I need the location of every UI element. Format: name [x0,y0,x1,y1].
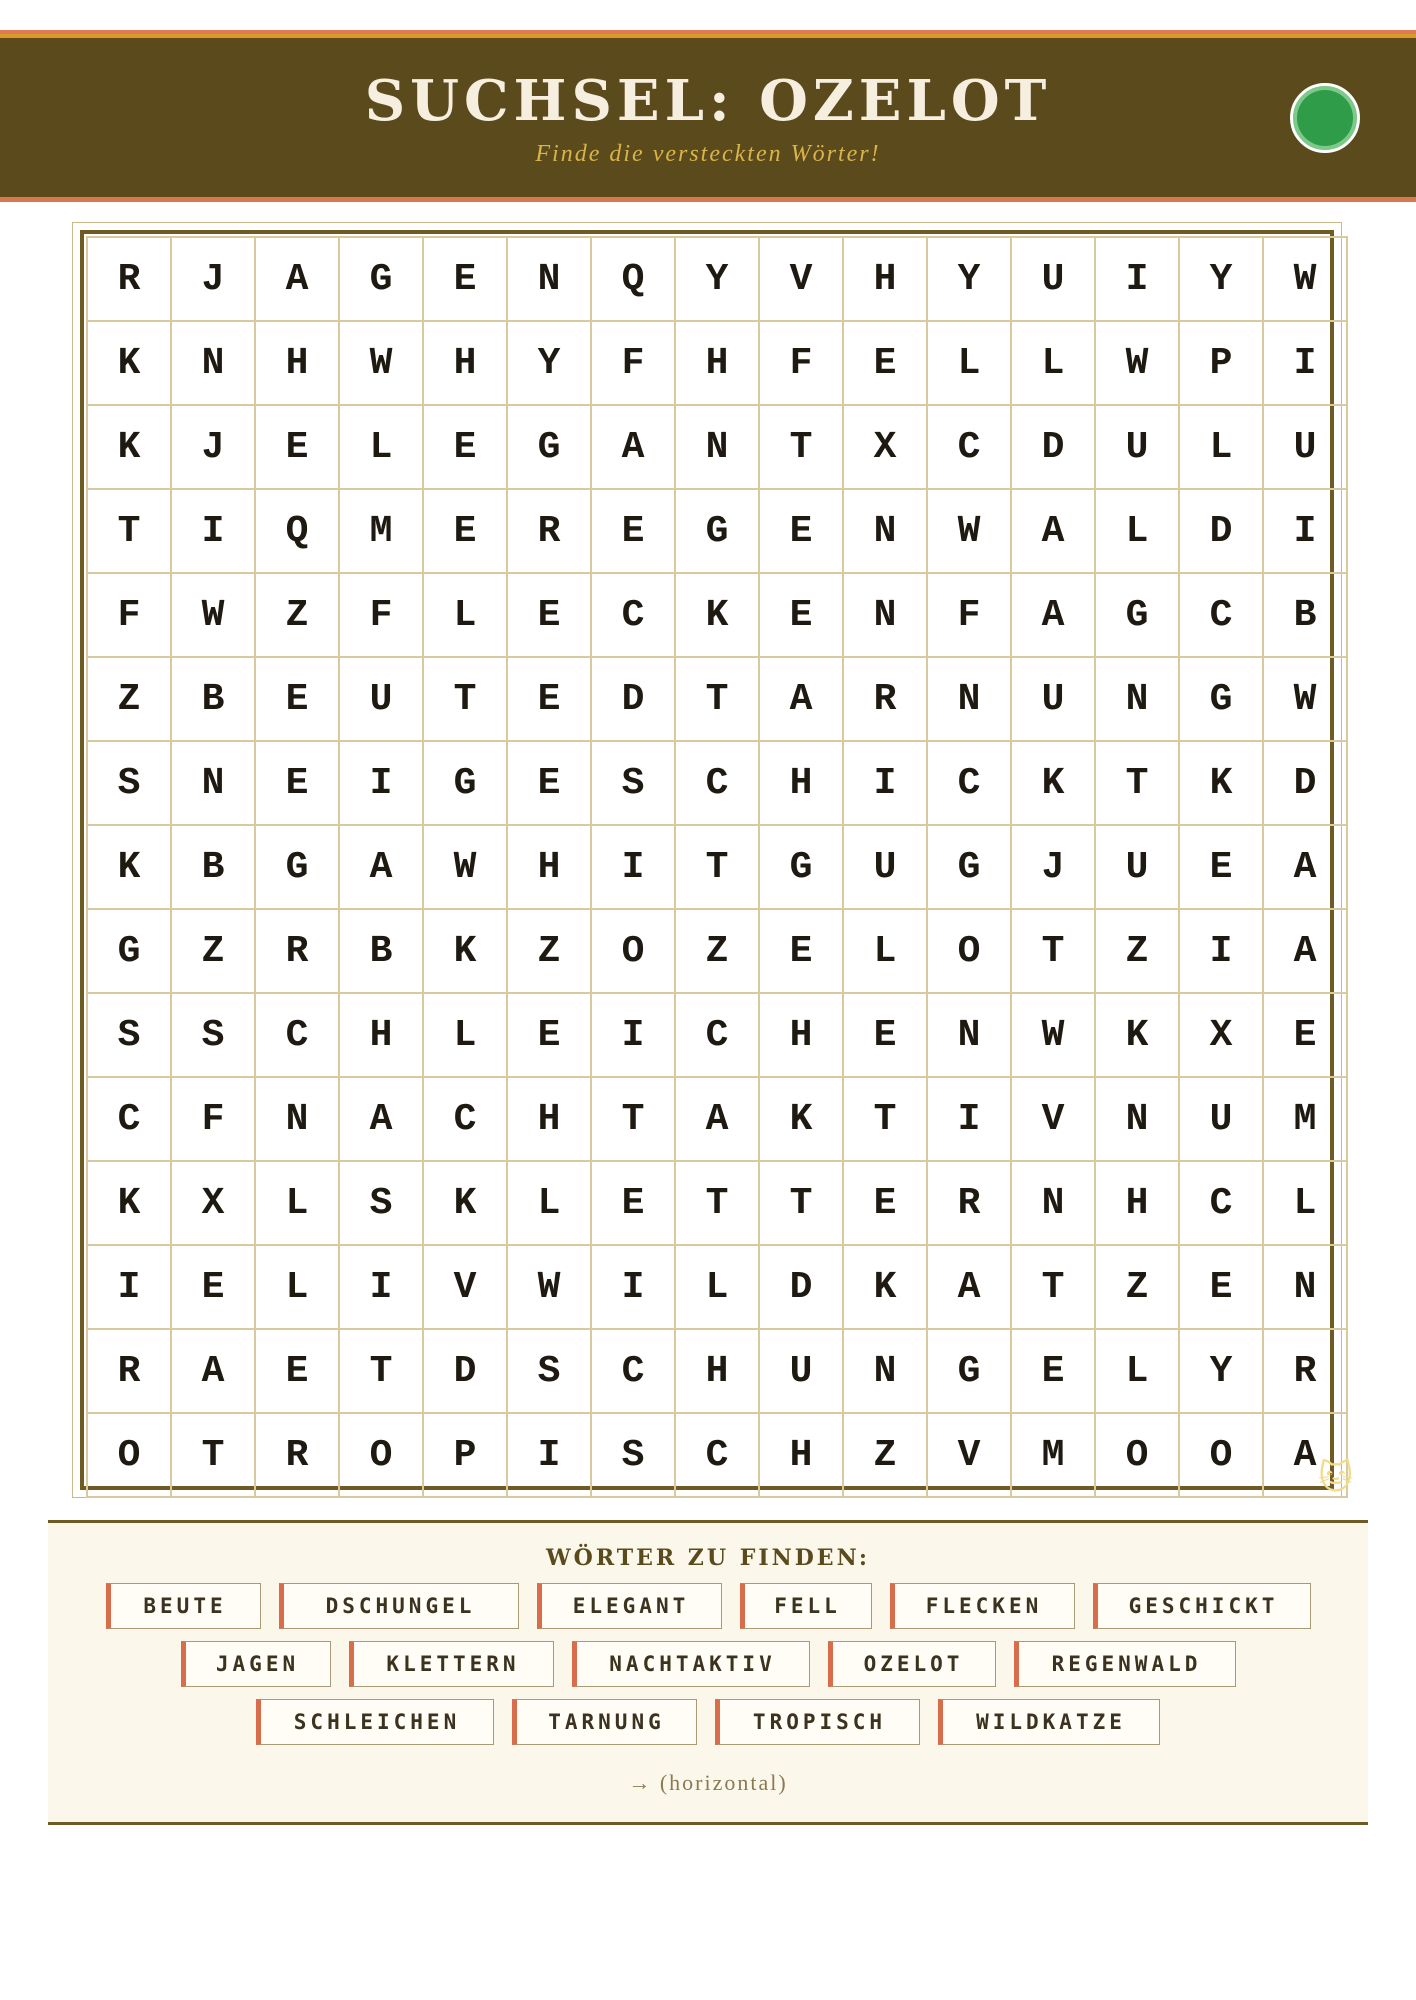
grid-cell[interactable]: Q [592,238,676,322]
grid-cell[interactable]: K [676,574,760,658]
grid-cell[interactable]: E [508,574,592,658]
grid-cell[interactable]: Y [1180,1330,1264,1414]
grid-cell[interactable]: F [760,322,844,406]
grid-cell[interactable]: L [1096,1330,1180,1414]
direction-note: → (horizontal) [628,1770,788,1795]
grid-cell[interactable]: U [760,1330,844,1414]
grid-cell[interactable]: E [760,574,844,658]
grid-cell[interactable]: V [1012,1078,1096,1162]
grid-cell[interactable]: T [592,1078,676,1162]
grid-cell[interactable]: B [172,826,256,910]
grid-cell[interactable]: E [508,742,592,826]
grid-cell[interactable]: N [1096,658,1180,742]
word-tag: ELEGANT [537,1583,722,1629]
grid-cell[interactable]: E [508,994,592,1078]
grid-cell[interactable]: C [88,1078,172,1162]
grid-cell[interactable]: Z [1096,910,1180,994]
grid-cell[interactable]: G [1096,574,1180,658]
grid-cell[interactable]: E [1264,994,1348,1078]
grid-cell[interactable]: U [1096,826,1180,910]
grid-cell[interactable]: A [760,658,844,742]
page-subtitle: Finde die versteckten Wörter! [535,141,881,167]
grid-cell[interactable]: H [676,1330,760,1414]
grid-cell[interactable]: N [844,1330,928,1414]
grid-cell[interactable]: G [424,742,508,826]
grid-cell[interactable]: I [88,1246,172,1330]
grid-cell[interactable]: D [424,1330,508,1414]
grid-cell[interactable]: G [928,826,1012,910]
puzzle-grid-container [72,222,1342,1498]
green-circle-icon [1290,83,1360,153]
grid-cell[interactable]: P [1180,322,1264,406]
grid-cell[interactable]: A [256,238,340,322]
grid-cell[interactable]: W [928,490,1012,574]
grid-cell[interactable]: U [1012,238,1096,322]
grid-cell[interactable]: N [928,658,1012,742]
grid-cell[interactable]: R [844,658,928,742]
grid-cell[interactable]: K [88,826,172,910]
grid-cell[interactable]: M [340,490,424,574]
grid-cell[interactable]: D [1012,406,1096,490]
grid-cell[interactable]: E [760,490,844,574]
grid-cell[interactable]: A [340,1078,424,1162]
grid-cell[interactable]: U [340,658,424,742]
puzzle-grid-frame [80,230,1334,1490]
grid-cell[interactable]: E [424,406,508,490]
grid-cell[interactable]: L [256,1162,340,1246]
grid-cell[interactable]: O [592,910,676,994]
grid-cell[interactable]: W [340,322,424,406]
grid-cell[interactable]: L [676,1246,760,1330]
grid-cell[interactable]: A [928,1246,1012,1330]
grid-cell[interactable]: C [424,1078,508,1162]
grid-cell[interactable]: C [928,406,1012,490]
letter-grid [86,236,1348,1498]
grid-cell[interactable]: O [88,1414,172,1498]
grid-cell[interactable]: I [340,1246,424,1330]
grid-cell[interactable]: O [340,1414,424,1498]
grid-cell[interactable]: K [424,1162,508,1246]
grid-cell[interactable]: G [88,910,172,994]
grid-cell[interactable]: S [508,1330,592,1414]
grid-cell[interactable]: I [592,994,676,1078]
grid-cell[interactable]: B [172,658,256,742]
grid-cell[interactable]: H [508,826,592,910]
word-tag: WILDKATZE [938,1699,1160,1745]
grid-cell[interactable]: Y [928,238,1012,322]
grid-cell[interactable]: I [340,742,424,826]
grid-cell[interactable]: T [676,1162,760,1246]
grid-cell[interactable]: S [592,1414,676,1498]
grid-cell[interactable]: T [424,658,508,742]
grid-cell[interactable]: T [676,826,760,910]
grid-cell[interactable]: T [676,658,760,742]
grid-cell[interactable]: U [1096,406,1180,490]
grid-cell[interactable]: K [760,1078,844,1162]
grid-cell[interactable]: O [1096,1414,1180,1498]
grid-cell[interactable]: T [760,1162,844,1246]
grid-cell[interactable]: E [1012,1330,1096,1414]
grid-cell[interactable]: J [172,406,256,490]
grid-cell[interactable]: P [424,1414,508,1498]
grid-cell[interactable]: I [508,1414,592,1498]
word-row [48,1583,1368,1629]
word-tag: NACHTAKTIV [572,1641,810,1687]
grid-cell[interactable]: H [1096,1162,1180,1246]
grid-cell[interactable]: Z [256,574,340,658]
grid-cell[interactable]: H [676,322,760,406]
page-title: SUCHSEL: OZELOT [364,68,1052,134]
grid-cell[interactable]: N [1096,1078,1180,1162]
grid-cell[interactable]: T [1012,910,1096,994]
grid-cell[interactable]: R [928,1162,1012,1246]
grid-cell[interactable]: A [1012,490,1096,574]
grid-cell[interactable]: L [1096,490,1180,574]
grid-cell[interactable]: O [1180,1414,1264,1498]
grid-cell[interactable]: L [1180,406,1264,490]
word-tag: BEUTE [106,1583,261,1629]
grid-cell[interactable]: F [88,574,172,658]
grid-cell[interactable]: K [424,910,508,994]
grid-cell[interactable]: A [340,826,424,910]
grid-cell[interactable]: U [1180,1078,1264,1162]
word-tag: DSCHUNGEL [279,1583,519,1629]
grid-cell[interactable]: C [676,742,760,826]
grid-cell[interactable]: L [424,574,508,658]
word-list-rows [48,1583,1368,1757]
grid-cell[interactable]: L [844,910,928,994]
grid-cell[interactable]: K [1096,994,1180,1078]
grid-cell[interactable]: N [172,742,256,826]
word-tag: TROPISCH [715,1699,920,1745]
grid-cell[interactable]: S [172,994,256,1078]
grid-cell[interactable]: N [1264,1246,1348,1330]
grid-cell[interactable]: W [1264,238,1348,322]
grid-cell[interactable]: G [340,238,424,322]
grid-cell[interactable]: W [424,826,508,910]
puzzle-header [0,34,1416,202]
grid-cell[interactable]: G [676,490,760,574]
word-tag: SCHLEICHEN [256,1699,494,1745]
grid-cell[interactable]: E [424,490,508,574]
grid-cell[interactable]: D [760,1246,844,1330]
grid-cell[interactable]: L [256,1246,340,1330]
grid-cell[interactable]: E [592,490,676,574]
grid-cell[interactable]: I [172,490,256,574]
grid-cell[interactable]: T [844,1078,928,1162]
grid-cell[interactable]: A [676,1078,760,1162]
grid-cell[interactable]: E [256,658,340,742]
grid-cell[interactable]: I [928,1078,1012,1162]
grid-cell[interactable]: G [1180,658,1264,742]
grid-cell[interactable]: V [928,1414,1012,1498]
grid-cell[interactable]: D [592,658,676,742]
grid-cell[interactable]: N [508,238,592,322]
word-tag: JAGEN [181,1641,331,1687]
grid-cell[interactable]: C [592,1330,676,1414]
grid-cell[interactable]: R [88,238,172,322]
grid-cell[interactable]: J [172,238,256,322]
grid-cell[interactable]: E [1180,1246,1264,1330]
word-list-title: WÖRTER ZU FINDEN: [545,1545,871,1571]
grid-cell[interactable]: H [760,1414,844,1498]
grid-cell[interactable]: H [424,322,508,406]
grid-cell[interactable]: R [88,1330,172,1414]
grid-cell[interactable]: W [508,1246,592,1330]
grid-cell[interactable]: G [760,826,844,910]
grid-cell[interactable]: Y [508,322,592,406]
grid-cell[interactable]: G [508,406,592,490]
grid-cell[interactable]: A [1012,574,1096,658]
grid-cell[interactable]: I [844,742,928,826]
grid-cell[interactable]: N [172,322,256,406]
word-tag: OZELOT [828,1641,996,1687]
grid-cell[interactable]: Z [676,910,760,994]
grid-cell[interactable]: K [88,406,172,490]
grid-cell[interactable]: E [256,406,340,490]
grid-cell[interactable]: L [340,406,424,490]
grid-cell[interactable]: R [256,1414,340,1498]
grid-cell[interactable]: N [928,994,1012,1078]
grid-cell[interactable]: F [592,322,676,406]
grid-cell[interactable]: X [1180,994,1264,1078]
grid-cell[interactable]: X [172,1162,256,1246]
grid-cell[interactable]: T [340,1330,424,1414]
grid-cell[interactable]: E [508,658,592,742]
cat-icon: 🐱 [1318,1458,1354,1498]
grid-cell[interactable]: R [1264,1330,1348,1414]
grid-cell[interactable]: E [760,910,844,994]
grid-cell[interactable]: L [928,322,1012,406]
grid-cell[interactable]: H [256,322,340,406]
grid-cell[interactable]: N [1012,1162,1096,1246]
grid-cell[interactable]: E [844,322,928,406]
grid-cell[interactable]: A [172,1330,256,1414]
grid-cell[interactable]: B [1264,574,1348,658]
grid-cell[interactable]: D [1264,742,1348,826]
word-row [48,1699,1368,1745]
grid-cell[interactable]: Q [256,490,340,574]
word-tag: FELL [740,1583,872,1629]
grid-cell[interactable]: E [172,1246,256,1330]
grid-cell[interactable]: A [1264,826,1348,910]
grid-cell[interactable]: E [256,1330,340,1414]
grid-cell[interactable]: W [1012,994,1096,1078]
grid-cell[interactable]: W [172,574,256,658]
word-list-panel [48,1520,1368,1825]
grid-cell[interactable]: B [340,910,424,994]
grid-cell[interactable]: S [88,994,172,1078]
grid-cell[interactable]: A [592,406,676,490]
grid-cell[interactable]: I [592,826,676,910]
grid-cell[interactable]: Z [508,910,592,994]
grid-cell[interactable]: F [172,1078,256,1162]
grid-cell[interactable]: S [88,742,172,826]
grid-cell[interactable]: E [256,742,340,826]
grid-cell[interactable]: C [676,994,760,1078]
grid-cell[interactable]: C [1180,574,1264,658]
grid-cell[interactable]: T [88,490,172,574]
grid-cell[interactable]: L [424,994,508,1078]
grid-cell[interactable]: L [1264,1162,1348,1246]
grid-cell[interactable]: E [592,1162,676,1246]
grid-cell[interactable]: E [844,994,928,1078]
grid-cell[interactable]: X [844,406,928,490]
word-row [48,1641,1368,1687]
grid-cell[interactable]: I [1264,490,1348,574]
grid-cell[interactable]: F [928,574,1012,658]
grid-cell[interactable]: E [1180,826,1264,910]
grid-cell[interactable]: N [256,1078,340,1162]
grid-cell[interactable]: A [1264,910,1348,994]
grid-cell[interactable]: I [1264,322,1348,406]
word-tag: REGENWALD [1014,1641,1236,1687]
grid-cell[interactable]: N [844,574,928,658]
grid-cell[interactable]: M [1012,1414,1096,1498]
grid-cell[interactable]: T [172,1414,256,1498]
grid-cell[interactable]: G [928,1330,1012,1414]
grid-cell[interactable]: K [1012,742,1096,826]
grid-cell[interactable]: R [508,490,592,574]
grid-cell[interactable]: Z [88,658,172,742]
grid-cell[interactable]: M [1264,1078,1348,1162]
grid-cell[interactable]: C [256,994,340,1078]
grid-cell[interactable]: H [340,994,424,1078]
grid-cell[interactable]: V [760,238,844,322]
grid-cell[interactable]: L [1012,322,1096,406]
grid-cell[interactable]: T [1012,1246,1096,1330]
word-tag: KLETTERN [349,1641,554,1687]
grid-cell[interactable]: C [676,1414,760,1498]
grid-cell[interactable]: S [592,742,676,826]
grid-cell[interactable]: C [1180,1162,1264,1246]
grid-cell[interactable]: S [340,1162,424,1246]
grid-cell[interactable]: I [1180,910,1264,994]
grid-cell[interactable]: W [1264,658,1348,742]
grid-cell[interactable]: N [844,490,928,574]
grid-cell[interactable]: J [1012,826,1096,910]
grid-cell[interactable]: D [1180,490,1264,574]
grid-cell[interactable]: Z [172,910,256,994]
grid-cell[interactable]: U [844,826,928,910]
grid-cell[interactable]: C [928,742,1012,826]
grid-cell[interactable]: Z [844,1414,928,1498]
grid-cell[interactable]: O [928,910,1012,994]
grid-cell[interactable]: T [1096,742,1180,826]
grid-cell[interactable]: C [592,574,676,658]
grid-cell[interactable]: Y [676,238,760,322]
grid-cell[interactable]: T [760,406,844,490]
word-tag: TARNUNG [512,1699,697,1745]
grid-cell[interactable]: L [508,1162,592,1246]
grid-cell[interactable]: E [424,238,508,322]
grid-cell[interactable]: A [1264,1414,1348,1498]
grid-cell[interactable]: H [844,238,928,322]
grid-cell[interactable]: K [88,322,172,406]
grid-cell[interactable]: E [844,1162,928,1246]
grid-cell[interactable]: H [760,994,844,1078]
grid-cell[interactable]: I [1096,238,1180,322]
word-tag: GESCHICKT [1093,1583,1311,1629]
grid-cell[interactable]: K [1180,742,1264,826]
grid-cell[interactable]: W [1096,322,1180,406]
grid-cell[interactable]: V [424,1246,508,1330]
grid-cell[interactable]: N [676,406,760,490]
grid-cell[interactable]: G [256,826,340,910]
grid-cell[interactable]: F [340,574,424,658]
grid-cell[interactable]: K [844,1246,928,1330]
grid-cell[interactable]: R [256,910,340,994]
word-tag: FLECKEN [890,1583,1075,1629]
grid-cell[interactable]: U [1012,658,1096,742]
grid-cell[interactable]: Y [1180,238,1264,322]
grid-cell[interactable]: H [508,1078,592,1162]
grid-cell[interactable]: H [760,742,844,826]
grid-cell[interactable]: U [1264,406,1348,490]
grid-cell[interactable]: I [592,1246,676,1330]
grid-cell[interactable]: K [88,1162,172,1246]
grid-cell[interactable]: Z [1096,1246,1180,1330]
